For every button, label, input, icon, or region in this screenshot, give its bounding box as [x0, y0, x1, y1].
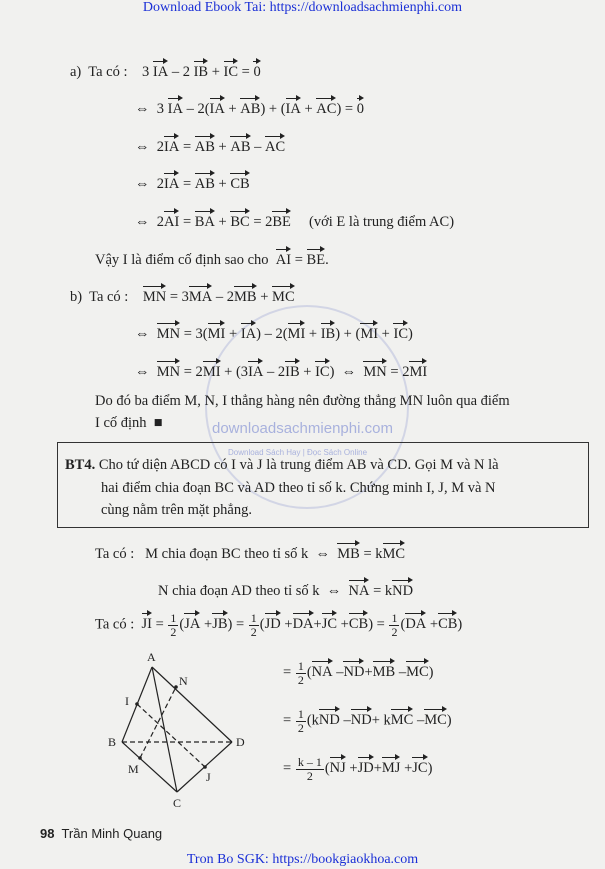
sol-n-line: N chia đoạn AD theo tỉ số k ⇔ NA = kND	[158, 579, 413, 600]
part-b-conclusion-1: Do đó ba điểm M, N, I thẳng hàng nên đường thẳng MN luôn qua điểm	[95, 393, 510, 409]
part-b-line-1: b) Ta có : MN = 3MA – 2MB + MC	[70, 285, 295, 306]
label-j: J	[206, 770, 211, 784]
part-a-line-2: ⇔ 3 IA – 2(IA + AB) + (IA + AC) = 0	[135, 97, 364, 118]
part-a-line-5: ⇔ 2AI = BA + BC = 2BE (với E là trung điểm AC)	[135, 210, 454, 231]
bt4-line-1: BT4. Cho tứ diện ABCD có I và J là trung điểm AB và CD. Gọi M và N là	[65, 457, 499, 473]
edge-ad	[152, 667, 232, 742]
label-a: A	[147, 650, 156, 664]
part-a-line-3: ⇔ 2IA = AB + AB – AC	[135, 135, 285, 156]
part-b-conclusion-2: I cố định ■	[95, 415, 163, 431]
label-i: I	[125, 694, 129, 708]
sol-eq-1: Ta có : JI = $\frac{1}{2}$ (JA +JB) = $\frac{1}{2}$ (JD +DA+JC +CB) = $\frac{1}{2}$ (DA +CB)	[95, 611, 463, 639]
label-n: N	[179, 674, 188, 688]
label-m: M	[128, 762, 139, 776]
watermark-site: downloadsachmienphi.com	[212, 420, 393, 437]
segment-ij	[137, 704, 205, 767]
sol-eq-2: = $\frac{1}{2}$ (NA –ND+MB –MC)	[283, 659, 434, 687]
end-mark: ■	[153, 415, 163, 431]
watermark-slogan: Download Sách Hay | Đọc Sách Online	[228, 448, 368, 457]
bt4-line-3: cùng nằm trên mặt phẳng.	[101, 502, 252, 518]
label-d: D	[236, 735, 245, 749]
bottom-link[interactable]: Tron Bo SGK: https://bookgiaokhoa.com	[186, 852, 419, 867]
point-n	[174, 685, 178, 689]
page-number: 98	[40, 826, 55, 841]
page-footer	[40, 826, 162, 841]
download-header-link[interactable]: Download Ebook Tai: https://downloadsachmienphi.com	[142, 0, 463, 15]
point-m	[138, 756, 142, 760]
sol-m-line: Ta có : M chia đoạn BC theo tỉ số k ⇔ MB = kMC	[95, 542, 405, 563]
point-i	[135, 702, 139, 706]
label-b: B	[108, 735, 117, 749]
bt4-line-2: hai điểm chia đoạn BC và AD theo tỉ số k. Chứng minh I, J, M và N	[101, 480, 496, 496]
part-b-line-2: ⇔ MN = 3(MI + IA) – 2(MI + IB) + (MI + IC)	[135, 322, 413, 343]
part-a-line-1: a) Ta có : 3 IA – 2 IB + IC = 0	[70, 60, 261, 81]
sol-eq-4: = $\frac{k - 1}{2}$ (NJ +JD+MJ +JC)	[283, 755, 433, 783]
part-b-line-3: ⇔ MN = 2MI + (3IA – 2IB + IC) ⇔ MN = 2MI	[135, 360, 427, 381]
part-a-line-4: ⇔ 2IA = AB + CB	[135, 172, 250, 193]
sol-eq-3: = $\frac{1}{2}$ (kND –ND+ kMC –MC)	[283, 707, 452, 735]
author-name: Trần Minh Quang	[61, 826, 163, 841]
part-a-conclusion: Vậy I là điểm cố định sao cho AI = BE.	[95, 248, 329, 269]
tetrahedron-figure	[100, 645, 260, 815]
label-c: C	[173, 796, 182, 810]
point-j	[203, 765, 207, 769]
